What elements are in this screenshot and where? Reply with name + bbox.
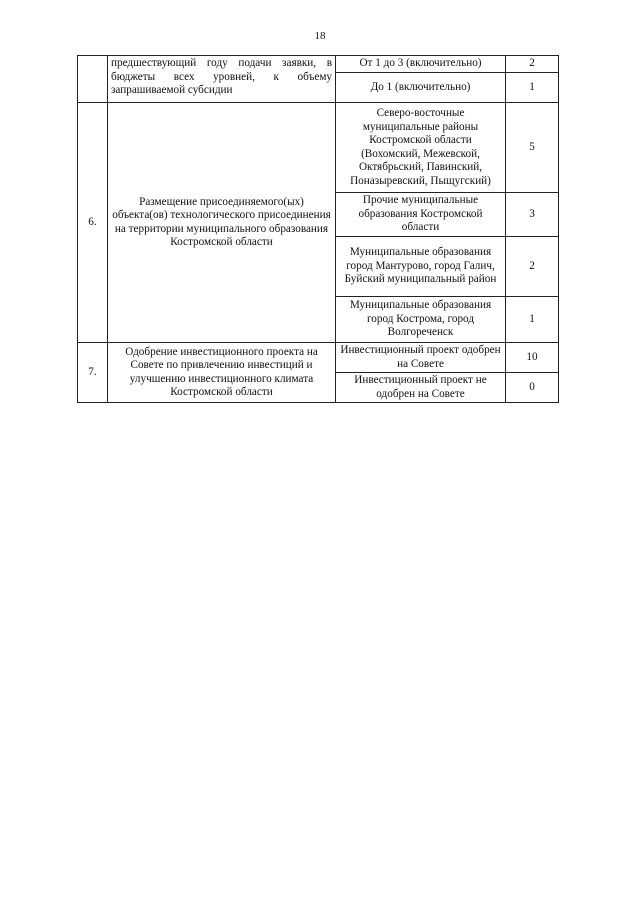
criterion-number: 7. <box>78 343 108 403</box>
score-cell: 0 <box>506 373 559 403</box>
condition-cell: Прочие муниципальные образования Костромской области <box>336 193 506 237</box>
criterion-text: Одобрение инвестиционного проекта на Совете по привлечению инвестиций и улучшению инвестиционного климата Костромской области <box>108 343 336 403</box>
score-cell: 2 <box>506 237 559 297</box>
condition-cell: Муниципальные образования город Кострома, город Волгореченск <box>336 297 506 343</box>
condition-cell: Муниципальные образования город Мантурово, город Галич, Буйский муниципальный район <box>336 237 506 297</box>
criteria-table <box>77 55 559 403</box>
score-cell: 1 <box>506 297 559 343</box>
condition-cell: От 1 до 3 (включительно) <box>336 56 506 73</box>
condition-cell: До 1 (включительно) <box>336 73 506 103</box>
score-cell: 2 <box>506 56 559 73</box>
condition-cell: Инвестиционный проект одобрен на Совете <box>336 343 506 373</box>
table-row <box>78 56 559 73</box>
criterion-text: предшествующий году подачи заявки, в бюджеты всех уровней, к объему запрашиваемой субсидии <box>108 56 336 103</box>
score-cell: 3 <box>506 193 559 237</box>
criterion-text: Размещение присоединяемого(ых) объекта(ов) технологического присоединения на территории муниципального образования Костромской области <box>108 103 336 343</box>
score-cell: 5 <box>506 103 559 193</box>
criterion-number: 6. <box>78 103 108 343</box>
criterion-number <box>78 56 108 103</box>
page-number: 18 <box>314 30 326 42</box>
score-cell: 1 <box>506 73 559 103</box>
table-row <box>78 103 559 193</box>
score-cell: 10 <box>506 343 559 373</box>
table-row <box>78 343 559 373</box>
condition-cell: Северо-восточные муниципальные районы Костромской области (Вохомский, Межевской, Октябрьский, Павинский, Поназыревский, Пыщугский) <box>336 103 506 193</box>
condition-cell: Инвестиционный проект не одобрен на Совете <box>336 373 506 403</box>
